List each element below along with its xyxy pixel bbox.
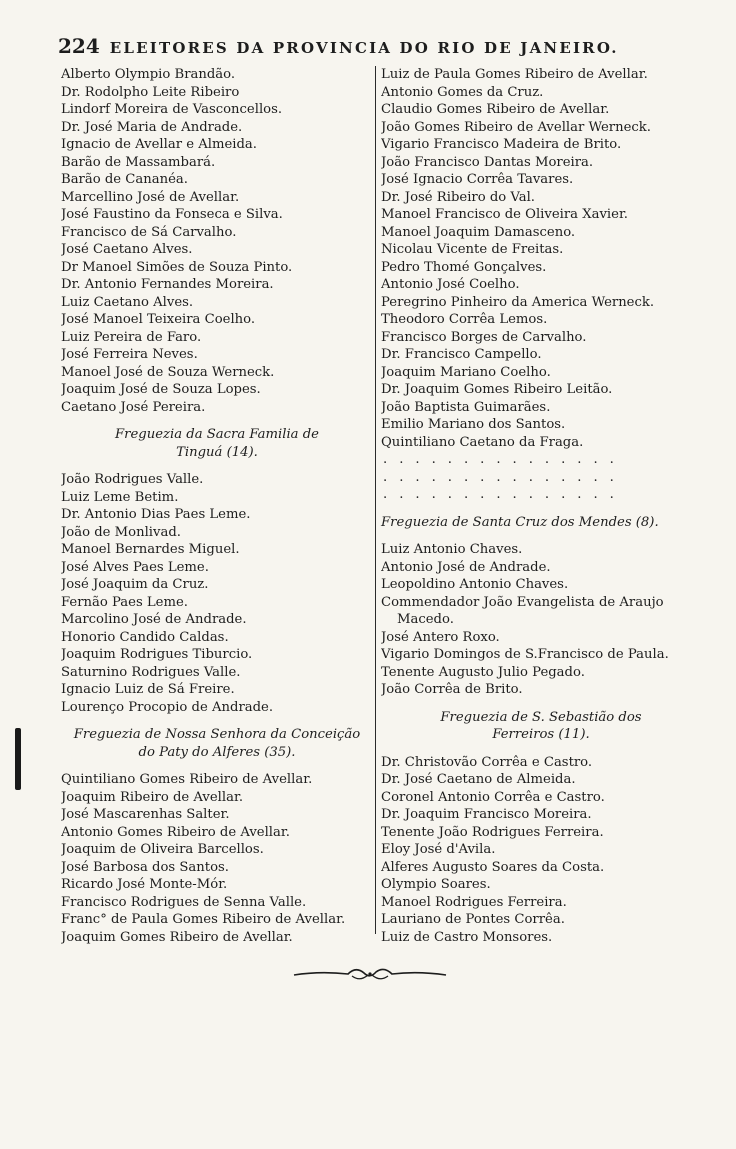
elector-name: Luiz Antonio Chaves. <box>381 542 523 557</box>
parish-heading: Freguezia de S. Sebastião dos <box>440 709 642 725</box>
elector-name: Manoel Francisco de Oliveira Xavier. <box>381 207 628 222</box>
elector-name: João Corrêa de Brito. <box>381 682 523 697</box>
elector-name: Antonio José Coelho. <box>381 277 520 292</box>
spacer <box>381 744 701 754</box>
elector-name: Claudio Gomes Ribeiro de Avellar. <box>381 102 610 117</box>
elector-name: José Ignacio Corrêa Tavares. <box>381 172 574 187</box>
elector-name: Joaquim Ribeiro de Avellar. <box>61 789 244 805</box>
elector-name: Francisco Rodrigues de Senna Valle. <box>61 894 307 910</box>
elector-name: Eloy José d'Avila. <box>381 842 496 857</box>
elector-name: Quintiliano Caetano da Fraga. <box>381 434 584 450</box>
elector-name: Nicolau Vicente de Freitas. <box>381 242 564 257</box>
elector-name: Joaquim Rodrigues Tiburcio. <box>61 647 253 662</box>
left-column <box>61 66 373 946</box>
elector-name: Francisco de Sá Carvalho. <box>61 224 237 240</box>
elector-name: Dr. José Caetano de Almeida. <box>381 772 576 787</box>
elector-name: Dr. José Ribeiro do Val. <box>381 189 536 205</box>
elector-name: Dr. Francisco Campello. <box>381 347 542 362</box>
elector-name-continuation: Macedo. <box>397 612 454 627</box>
elector-name: José Ferreira Neves. <box>61 347 198 362</box>
elector-name: Alferes Augusto Soares da Costa. <box>381 859 605 875</box>
elector-name: Dr. Rodolpho Leite Ribeiro <box>61 84 240 100</box>
elector-name: Leopoldino Antonio Chaves. <box>381 577 569 592</box>
elector-name: Fernão Paes Leme. <box>61 594 188 610</box>
elector-name: Barão de Massambará. <box>61 154 216 170</box>
elector-name: Vigario Francisco Madeira de Brito. <box>381 137 622 152</box>
elector-name: Ricardo José Monte-Mór. <box>61 877 228 892</box>
elector-name: Joaquim Mariano Coelho. <box>381 364 551 380</box>
elector-name: Caetano José Pereira. <box>61 399 206 415</box>
elector-name: Tenente João Rodrigues Ferreira. <box>381 824 604 840</box>
elector-name: Luiz de Castro Monsores. <box>381 929 553 945</box>
elector-name: José Caetano Alves. <box>61 242 193 257</box>
page-number: 224 <box>58 34 100 58</box>
elector-name: Lindorf Moreira de Vasconcellos. <box>61 102 283 117</box>
elector-name: Antonio José de Andrade. <box>381 559 551 575</box>
elector-name: Commendador João Evangelista de Araujo <box>381 594 664 610</box>
elector-name: Vigario Domingos de S.Francisco de Paula. <box>381 647 669 662</box>
elector-name: Ignacio Luiz de Sá Freire. <box>61 682 235 697</box>
ellipsis-row: ............... <box>383 469 626 485</box>
elector-name: Alberto Olympio Brandão. <box>61 67 236 82</box>
column-divider <box>375 66 376 934</box>
ellipsis-row: ............... <box>383 452 626 467</box>
spacer <box>381 699 701 709</box>
elector-name: João Francisco Dantas Moreira. <box>381 154 594 170</box>
elector-name: Lourenço Procopio de Andrade. <box>61 699 274 715</box>
elector-name: João Gomes Ribeiro de Avellar Werneck. <box>381 119 651 135</box>
elector-name: Joaquim de Oliveira Barcellos. <box>61 842 264 857</box>
elector-name: Manoel Rodrigues Ferreira. <box>381 894 567 910</box>
spacer <box>381 531 701 541</box>
elector-name: Manoel Joaquim Damasceno. <box>381 224 576 240</box>
elector-name: Luiz Pereira de Faro. <box>61 329 202 345</box>
parish-heading: Ferreiros (11). <box>492 727 590 742</box>
elector-name: Tenente Augusto Julio Pegado. <box>381 664 585 680</box>
elector-name: Dr. Joaquim Francisco Moreira. <box>381 807 592 822</box>
elector-name: Franc° de Paula Gomes Ribeiro de Avellar. <box>61 912 346 927</box>
elector-name: José Manoel Teixeira Coelho. <box>61 312 256 327</box>
spacer <box>61 416 373 426</box>
margin-ink-mark <box>15 728 21 790</box>
elector-name: José Alves Paes Leme. <box>61 559 209 575</box>
ellipsis-row: ............... <box>383 487 626 502</box>
elector-name: Dr Manoel Simões de Souza Pinto. <box>61 259 293 275</box>
elector-name: Francisco Borges de Carvalho. <box>381 329 587 345</box>
spacer <box>381 504 701 514</box>
parish-heading: Freguezia de Nossa Senhora da Conceição <box>73 727 361 742</box>
elector-name: José Faustino da Fonseca e Silva. <box>61 207 283 222</box>
elector-name: Saturnino Rodrigues Valle. <box>61 664 241 680</box>
elector-name: Theodoro Corrêa Lemos. <box>381 312 548 327</box>
ornament-tailpiece <box>290 962 450 986</box>
elector-name: Luiz Leme Betim. <box>61 489 179 505</box>
elector-name: José Mascarenhas Salter. <box>61 807 230 822</box>
elector-name: Marcolino José de Andrade. <box>61 612 247 627</box>
spacer <box>61 761 373 771</box>
spacer <box>61 716 373 726</box>
parish-heading: do Paty do Alferes (35). <box>138 744 296 760</box>
page-header <box>58 34 668 58</box>
elector-name: Quintiliano Gomes Ribeiro de Avellar. <box>61 772 313 787</box>
elector-name: Antonio Gomes da Cruz. <box>381 84 544 100</box>
elector-name: Dr. Joaquim Gomes Ribeiro Leitão. <box>381 382 613 397</box>
right-column <box>381 66 701 946</box>
parish-heading: Freguezia de Santa Cruz dos Mendes (8). <box>381 514 659 530</box>
elector-name: João de Monlivad. <box>61 524 181 540</box>
spacer <box>61 461 373 471</box>
elector-name: Lauriano de Pontes Corrêa. <box>381 912 565 927</box>
elector-name: Olympio Soares. <box>381 877 491 892</box>
elector-name: Honorio Candido Caldas. <box>61 629 229 645</box>
elector-name: João Baptista Guimarães. <box>381 399 551 415</box>
elector-name: Joaquim José de Souza Lopes. <box>61 382 261 397</box>
elector-name: Barão de Cananéa. <box>61 172 188 187</box>
elector-name: Peregrino Pinheiro da America Werneck. <box>381 294 655 310</box>
elector-name: Dr. Antonio Fernandes Moreira. <box>61 277 274 292</box>
elector-name: João Rodrigues Valle. <box>61 472 204 487</box>
elector-name: Manoel José de Souza Werneck. <box>61 364 275 380</box>
elector-name: Pedro Thomé Gonçalves. <box>381 259 547 275</box>
elector-name: José Barbosa dos Santos. <box>61 859 229 875</box>
elector-name: Ignacio de Avellar e Almeida. <box>61 137 257 152</box>
elector-name: Marcellino José de Avellar. <box>61 189 240 205</box>
elector-name: Coronel Antonio Corrêa e Castro. <box>381 789 605 805</box>
parish-heading: Tinguá (14). <box>176 444 258 460</box>
elector-name: Emilio Mariano dos Santos. <box>381 417 566 432</box>
elector-name: José Antero Roxo. <box>381 629 500 645</box>
elector-name: José Joaquim da Cruz. <box>61 577 209 592</box>
elector-name: Joaquim Gomes Ribeiro de Avellar. <box>61 929 293 945</box>
elector-name: Dr. Antonio Dias Paes Leme. <box>61 507 251 522</box>
elector-name: Dr. Christovão Corrêa e Castro. <box>381 754 593 770</box>
running-title: ELEITORES DA PROVINCIA DO RIO DE JANEIRO. <box>109 39 619 57</box>
elector-name: Manoel Bernardes Miguel. <box>61 542 240 557</box>
elector-name: Luiz de Paula Gomes Ribeiro de Avellar. <box>381 67 648 82</box>
elector-name: Dr. José Maria de Andrade. <box>61 119 243 135</box>
elector-name: Luiz Caetano Alves. <box>61 294 194 310</box>
elector-name: Antonio Gomes Ribeiro de Avellar. <box>61 824 290 840</box>
parish-heading: Freguezia da Sacra Familia de <box>115 427 319 442</box>
